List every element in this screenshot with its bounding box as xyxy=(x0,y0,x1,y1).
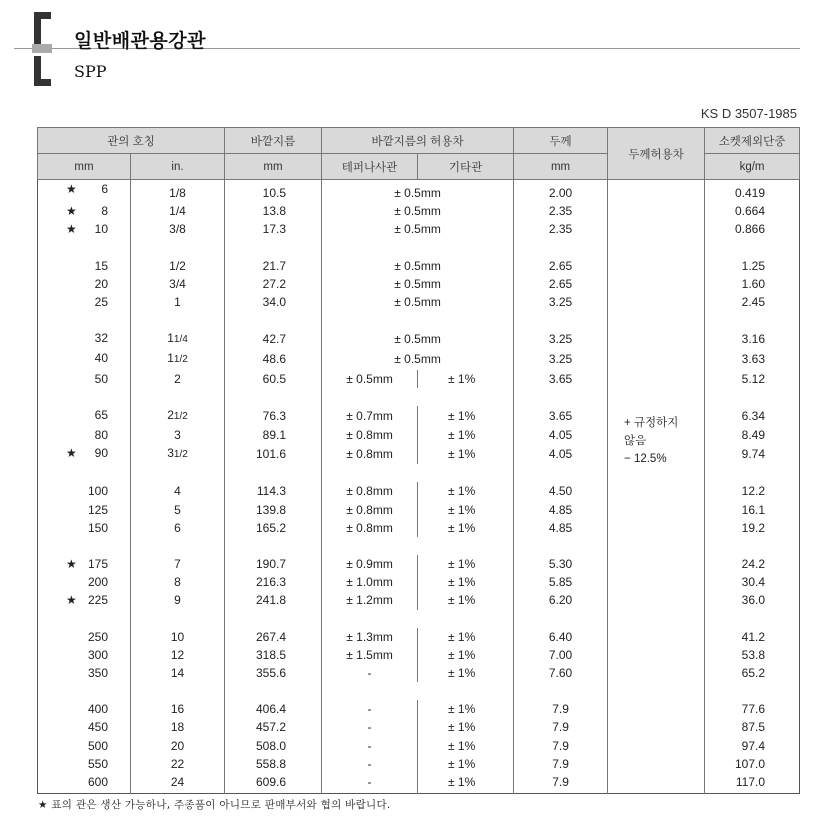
cell-nominal-mm xyxy=(38,444,131,464)
cell-outer-diameter: 60.5 xyxy=(225,370,322,388)
nominal-mm-value: 90 xyxy=(94,446,108,461)
cell-nominal-in: 4 xyxy=(131,482,225,500)
cell-outer-diameter: 139.8 xyxy=(225,501,322,519)
nominal-mm-value: 350 xyxy=(87,666,108,681)
cell-nominal-in: 8 xyxy=(131,573,225,591)
cell-outer-diameter xyxy=(225,464,322,482)
spec-table xyxy=(37,127,800,794)
cell-taper-tolerance xyxy=(322,537,418,555)
cell-outer-diameter: 10.5 xyxy=(225,180,322,203)
cell-od-tolerance: ± 0.5mm xyxy=(322,275,514,293)
cell-taper-tolerance: ± 0.8mm xyxy=(322,501,418,519)
cell-thickness xyxy=(514,464,608,482)
inch-whole: 1 xyxy=(167,351,174,366)
inch-fraction: 1/2 xyxy=(173,449,188,461)
cell-weight: 2.45 xyxy=(705,293,800,311)
cell-outer-diameter: 48.6 xyxy=(225,349,322,369)
cell-weight: 6.34 xyxy=(705,406,800,426)
nominal-mm-value: 300 xyxy=(87,647,108,662)
cell-thickness: 2.65 xyxy=(514,257,608,275)
cell-nominal-mm xyxy=(38,555,131,573)
cell-nominal-in: 1/4 xyxy=(131,202,225,220)
cell-taper-tolerance: ± 0.9mm xyxy=(322,555,418,573)
cell-taper-tolerance: - xyxy=(322,700,418,718)
cell-nominal-in: 6 xyxy=(131,519,225,537)
cell-thickness xyxy=(514,537,608,555)
cell-outer-diameter: 355.6 xyxy=(225,664,322,682)
cell-nominal-mm xyxy=(38,426,131,444)
cell-weight: 12.2 xyxy=(705,482,800,500)
header-od-tolerance: 바깥지름의 허용차 xyxy=(322,128,514,154)
cell-thickness xyxy=(514,610,608,628)
cell-nominal-mm xyxy=(38,718,131,736)
cell-nominal-in xyxy=(131,349,225,369)
cell-nominal-in xyxy=(131,444,225,464)
cell-weight xyxy=(705,464,800,482)
cell-other-tolerance: ± 1% xyxy=(418,482,514,500)
cell-thickness: 7.9 xyxy=(514,718,608,736)
cell-weight: 41.2 xyxy=(705,628,800,646)
cell-weight: 77.6 xyxy=(705,700,800,718)
cell-thickness: 7.9 xyxy=(514,773,608,794)
cell-od-tolerance: ± 0.5mm xyxy=(322,257,514,275)
cell-weight xyxy=(705,537,800,555)
cell-nominal-in xyxy=(131,329,225,349)
cell-outer-diameter: 406.4 xyxy=(225,700,322,718)
cell-nominal-mm xyxy=(38,239,131,257)
table-body xyxy=(38,180,800,794)
cell-other-tolerance xyxy=(418,388,514,406)
cell-weight: 97.4 xyxy=(705,737,800,755)
star-icon: ★ xyxy=(66,557,77,572)
cell-od-tolerance: ± 0.5mm xyxy=(322,349,514,369)
cell-nominal-mm xyxy=(38,388,131,406)
thickness-tolerance-line: 않음 xyxy=(624,435,647,447)
cell-weight: 1.60 xyxy=(705,275,800,293)
nominal-mm-value: 10 xyxy=(94,222,108,237)
cell-taper-tolerance xyxy=(322,610,418,628)
cell-weight xyxy=(705,311,800,329)
cell-outer-diameter xyxy=(225,311,322,329)
cell-outer-diameter: 165.2 xyxy=(225,519,322,537)
cell-thickness: 4.85 xyxy=(514,501,608,519)
cell-nominal-mm xyxy=(38,275,131,293)
cell-thickness: 3.65 xyxy=(514,406,608,426)
cell-nominal-in: 10 xyxy=(131,628,225,646)
cell-nominal-mm xyxy=(38,370,131,388)
bracket-top-horizontal xyxy=(34,12,51,19)
header-unit-weight: kg/m xyxy=(705,154,800,180)
cell-outer-diameter: 27.2 xyxy=(225,275,322,293)
cell-nominal-in xyxy=(131,610,225,628)
table-header xyxy=(38,128,800,180)
cell-other-tolerance: ± 1% xyxy=(418,646,514,664)
cell-nominal-mm xyxy=(38,773,131,794)
cell-taper-tolerance: ± 0.5mm xyxy=(322,370,418,388)
cell-thickness: 4.85 xyxy=(514,519,608,537)
cell-outer-diameter xyxy=(225,239,322,257)
cell-other-tolerance: ± 1% xyxy=(418,370,514,388)
cell-thickness: 3.25 xyxy=(514,329,608,349)
cell-nominal-in xyxy=(131,682,225,700)
cell-other-tolerance: ± 1% xyxy=(418,773,514,794)
cell-weight: 30.4 xyxy=(705,573,800,591)
cell-thickness: 2.65 xyxy=(514,275,608,293)
cell-weight: 9.74 xyxy=(705,444,800,464)
cell-taper-tolerance: ± 0.8mm xyxy=(322,482,418,500)
cell-taper-tolerance xyxy=(322,388,418,406)
cell-outer-diameter: 42.7 xyxy=(225,329,322,349)
nominal-mm-value: 65 xyxy=(94,407,108,422)
cell-nominal-in: 22 xyxy=(131,755,225,773)
cell-other-tolerance: ± 1% xyxy=(418,519,514,537)
cell-nominal-mm xyxy=(38,349,131,369)
cell-outer-diameter: 114.3 xyxy=(225,482,322,500)
cell-taper-tolerance: - xyxy=(322,664,418,682)
inch-whole: 1 xyxy=(167,331,174,346)
nominal-mm-value: 6 xyxy=(101,182,108,196)
cell-weight: 0.866 xyxy=(705,220,800,238)
cell-od-tolerance: ± 0.5mm xyxy=(322,180,514,203)
cell-other-tolerance xyxy=(418,610,514,628)
cell-taper-tolerance xyxy=(322,239,418,257)
cell-taper-tolerance xyxy=(322,682,418,700)
cell-outer-diameter: 13.8 xyxy=(225,202,322,220)
cell-weight: 36.0 xyxy=(705,591,800,609)
cell-od-tolerance: ± 0.5mm xyxy=(322,329,514,349)
cell-weight xyxy=(705,388,800,406)
cell-other-tolerance: ± 1% xyxy=(418,444,514,464)
cell-nominal-mm xyxy=(38,329,131,349)
cell-nominal-in: 20 xyxy=(131,737,225,755)
cell-nominal-in xyxy=(131,239,225,257)
cell-nominal-mm xyxy=(38,646,131,664)
cell-nominal-mm xyxy=(38,257,131,275)
nominal-mm-value: 225 xyxy=(87,593,108,608)
nominal-mm-value: 150 xyxy=(87,520,108,535)
cell-weight xyxy=(705,610,800,628)
cell-thickness xyxy=(514,311,608,329)
cell-taper-tolerance: ± 1.0mm xyxy=(322,573,418,591)
cell-nominal-mm xyxy=(38,573,131,591)
nominal-mm-value: 175 xyxy=(87,557,108,572)
cell-taper-tolerance: - xyxy=(322,737,418,755)
nominal-mm-value: 20 xyxy=(94,276,108,291)
cell-taper-tolerance: - xyxy=(322,718,418,736)
nominal-mm-value: 40 xyxy=(94,351,108,366)
cell-taper-tolerance: ± 0.7mm xyxy=(322,406,418,426)
cell-nominal-in xyxy=(131,537,225,555)
cell-other-tolerance: ± 1% xyxy=(418,573,514,591)
cell-other-tolerance: ± 1% xyxy=(418,501,514,519)
cell-nominal-mm xyxy=(38,591,131,609)
cell-nominal-in xyxy=(131,388,225,406)
cell-nominal-mm xyxy=(38,664,131,682)
cell-other-tolerance: ± 1% xyxy=(418,406,514,426)
cell-weight: 19.2 xyxy=(705,519,800,537)
table-row xyxy=(38,180,800,203)
cell-nominal-mm xyxy=(38,202,131,220)
cell-weight: 16.1 xyxy=(705,501,800,519)
header-nominal: 관의 호칭 xyxy=(38,128,225,154)
nominal-mm-value: 8 xyxy=(101,204,108,219)
nominal-mm-value: 80 xyxy=(94,428,108,443)
nominal-mm-value: 450 xyxy=(87,720,108,735)
cell-other-tolerance: ± 1% xyxy=(418,700,514,718)
cell-thickness: 4.05 xyxy=(514,444,608,464)
cell-outer-diameter: 190.7 xyxy=(225,555,322,573)
bracket-bottom-horizontal xyxy=(34,79,51,86)
cell-taper-tolerance: - xyxy=(322,755,418,773)
standard-code: KS D 3507-1985 xyxy=(700,106,797,121)
cell-other-tolerance xyxy=(418,311,514,329)
cell-thickness-tolerance xyxy=(608,180,705,794)
cell-weight: 107.0 xyxy=(705,755,800,773)
cell-taper-tolerance: ± 0.8mm xyxy=(322,444,418,464)
nominal-mm-value: 600 xyxy=(87,775,108,790)
cell-outer-diameter xyxy=(225,610,322,628)
cell-nominal-in xyxy=(131,311,225,329)
cell-weight: 117.0 xyxy=(705,773,800,794)
cell-outer-diameter: 216.3 xyxy=(225,573,322,591)
header-thickness: 두께 xyxy=(514,128,608,154)
cell-outer-diameter: 318.5 xyxy=(225,646,322,664)
nominal-mm-value: 100 xyxy=(87,484,108,499)
cell-nominal-mm xyxy=(38,755,131,773)
cell-od-tolerance: ± 0.5mm xyxy=(322,293,514,311)
cell-outer-diameter: 17.3 xyxy=(225,220,322,238)
header-unit-mm: mm xyxy=(38,154,131,180)
nominal-mm-value: 15 xyxy=(94,258,108,273)
cell-nominal-in: 3 xyxy=(131,426,225,444)
inch-whole: 2 xyxy=(167,407,174,422)
cell-thickness: 4.05 xyxy=(514,426,608,444)
header-unit-od: mm xyxy=(225,154,322,180)
page-subtitle: SPP xyxy=(74,62,107,81)
cell-thickness: 7.60 xyxy=(514,664,608,682)
cell-thickness: 6.40 xyxy=(514,628,608,646)
cell-thickness: 5.85 xyxy=(514,573,608,591)
cell-taper-tolerance: ± 1.3mm xyxy=(322,628,418,646)
cell-outer-diameter xyxy=(225,388,322,406)
cell-taper-tolerance: - xyxy=(322,773,418,794)
cell-thickness xyxy=(514,239,608,257)
cell-weight: 87.5 xyxy=(705,718,800,736)
cell-nominal-mm xyxy=(38,464,131,482)
cell-outer-diameter: 21.7 xyxy=(225,257,322,275)
header-unit-thickness: mm xyxy=(514,154,608,180)
page-title: 일반배관용강관 xyxy=(74,30,206,52)
header-other-pipe: 기타관 xyxy=(418,154,514,180)
cell-outer-diameter: 558.8 xyxy=(225,755,322,773)
cell-nominal-mm xyxy=(38,737,131,755)
nominal-mm-value: 550 xyxy=(87,756,108,771)
cell-other-tolerance: ± 1% xyxy=(418,755,514,773)
cell-outer-diameter: 267.4 xyxy=(225,628,322,646)
cell-weight: 8.49 xyxy=(705,426,800,444)
cell-nominal-in: 7 xyxy=(131,555,225,573)
cell-outer-diameter: 241.8 xyxy=(225,591,322,609)
cell-nominal-in: 3/4 xyxy=(131,275,225,293)
cell-nominal-mm xyxy=(38,293,131,311)
cell-outer-diameter: 101.6 xyxy=(225,444,322,464)
cell-weight: 53.8 xyxy=(705,646,800,664)
cell-other-tolerance: ± 1% xyxy=(418,555,514,573)
cell-od-tolerance: ± 0.5mm xyxy=(322,202,514,220)
cell-other-tolerance xyxy=(418,239,514,257)
header-od: 바깥지름 xyxy=(225,128,322,154)
header-thickness-tolerance: 두께허용차 xyxy=(608,128,705,180)
cell-other-tolerance: ± 1% xyxy=(418,628,514,646)
cell-nominal-in: 14 xyxy=(131,664,225,682)
cell-thickness xyxy=(514,682,608,700)
cell-weight: 24.2 xyxy=(705,555,800,573)
cell-outer-diameter xyxy=(225,682,322,700)
cell-nominal-in: 1/2 xyxy=(131,257,225,275)
nominal-mm-value: 500 xyxy=(87,738,108,753)
cell-outer-diameter: 76.3 xyxy=(225,406,322,426)
star-icon: ★ xyxy=(66,204,77,219)
cell-other-tolerance: ± 1% xyxy=(418,664,514,682)
cell-nominal-mm xyxy=(38,501,131,519)
cell-nominal-in: 1 xyxy=(131,293,225,311)
footnote: ★ 표의 관은 생산 가능하나, 주종품이 아니므로 판매부서와 협의 바랍니다. xyxy=(38,799,391,811)
cell-thickness: 7.9 xyxy=(514,700,608,718)
cell-nominal-mm xyxy=(38,482,131,500)
cell-weight: 1.25 xyxy=(705,257,800,275)
cell-other-tolerance xyxy=(418,537,514,555)
star-icon: ★ xyxy=(66,222,77,237)
cell-outer-diameter: 508.0 xyxy=(225,737,322,755)
cell-outer-diameter xyxy=(225,537,322,555)
cell-weight xyxy=(705,682,800,700)
cell-weight: 3.63 xyxy=(705,349,800,369)
nominal-mm-value: 32 xyxy=(94,331,108,346)
nominal-mm-value: 125 xyxy=(87,502,108,517)
cell-other-tolerance: ± 1% xyxy=(418,591,514,609)
cell-thickness: 7.9 xyxy=(514,755,608,773)
cell-nominal-mm xyxy=(38,537,131,555)
cell-outer-diameter: 89.1 xyxy=(225,426,322,444)
cell-nominal-mm xyxy=(38,220,131,238)
cell-nominal-mm xyxy=(38,519,131,537)
cell-taper-tolerance: ± 0.8mm xyxy=(322,519,418,537)
star-icon: ★ xyxy=(66,593,77,608)
nominal-mm-value: 25 xyxy=(94,295,108,310)
nominal-mm-value: 400 xyxy=(87,702,108,717)
cell-weight: 0.419 xyxy=(705,180,800,203)
cell-outer-diameter: 609.6 xyxy=(225,773,322,794)
inch-fraction: 1/2 xyxy=(173,354,188,366)
cell-taper-tolerance: ± 0.8mm xyxy=(322,426,418,444)
cell-nominal-in xyxy=(131,464,225,482)
thickness-tolerance-line: + 규정하지 xyxy=(624,417,679,429)
cell-weight xyxy=(705,239,800,257)
cell-nominal-mm xyxy=(38,628,131,646)
cell-nominal-mm xyxy=(38,180,131,203)
header-taper-pipe: 테퍼나사관 xyxy=(322,154,418,180)
cell-thickness: 2.35 xyxy=(514,202,608,220)
cell-taper-tolerance xyxy=(322,464,418,482)
cell-other-tolerance: ± 1% xyxy=(418,718,514,736)
inch-fraction: 1/4 xyxy=(173,334,188,346)
cell-nominal-mm xyxy=(38,700,131,718)
cell-thickness: 3.65 xyxy=(514,370,608,388)
cell-thickness: 3.25 xyxy=(514,349,608,369)
nominal-mm-value: 50 xyxy=(94,371,108,386)
cell-thickness: 6.20 xyxy=(514,591,608,609)
thickness-tolerance-note xyxy=(624,414,678,468)
cell-weight: 0.664 xyxy=(705,202,800,220)
cell-nominal-mm xyxy=(38,682,131,700)
spec-table-wrapper xyxy=(37,127,799,794)
cell-taper-tolerance xyxy=(322,311,418,329)
cell-outer-diameter: 457.2 xyxy=(225,718,322,736)
cell-nominal-in: 3/8 xyxy=(131,220,225,238)
cell-other-tolerance xyxy=(418,682,514,700)
cell-nominal-in: 5 xyxy=(131,501,225,519)
nominal-mm-value: 200 xyxy=(87,575,108,590)
header-rule-block xyxy=(32,44,52,53)
thickness-tolerance-line: − 12.5% xyxy=(624,453,667,465)
nominal-mm-value: 250 xyxy=(87,629,108,644)
cell-thickness: 7.00 xyxy=(514,646,608,664)
cell-nominal-in: 1/8 xyxy=(131,180,225,203)
cell-nominal-in: 16 xyxy=(131,700,225,718)
header-weight: 소켓제외단중 xyxy=(705,128,800,154)
inch-whole: 3 xyxy=(167,446,174,461)
cell-taper-tolerance: ± 1.2mm xyxy=(322,591,418,609)
cell-thickness xyxy=(514,388,608,406)
cell-nominal-mm xyxy=(38,311,131,329)
cell-thickness: 2.35 xyxy=(514,220,608,238)
cell-nominal-in: 2 xyxy=(131,370,225,388)
cell-weight: 5.12 xyxy=(705,370,800,388)
cell-od-tolerance: ± 0.5mm xyxy=(322,220,514,238)
cell-thickness: 5.30 xyxy=(514,555,608,573)
header-unit-in: in. xyxy=(131,154,225,180)
cell-thickness: 4.50 xyxy=(514,482,608,500)
star-icon: ★ xyxy=(66,182,77,196)
cell-other-tolerance: ± 1% xyxy=(418,426,514,444)
cell-weight: 65.2 xyxy=(705,664,800,682)
cell-weight: 3.16 xyxy=(705,329,800,349)
cell-other-tolerance: ± 1% xyxy=(418,737,514,755)
cell-nominal-in: 24 xyxy=(131,773,225,794)
inch-fraction: 1/2 xyxy=(173,410,188,422)
cell-nominal-mm xyxy=(38,406,131,426)
cell-nominal-in: 18 xyxy=(131,718,225,736)
cell-other-tolerance xyxy=(418,464,514,482)
cell-nominal-in: 9 xyxy=(131,591,225,609)
cell-thickness: 2.00 xyxy=(514,180,608,203)
star-icon: ★ xyxy=(66,446,77,461)
cell-thickness: 3.25 xyxy=(514,293,608,311)
cell-nominal-mm xyxy=(38,610,131,628)
cell-thickness: 7.9 xyxy=(514,737,608,755)
cell-outer-diameter: 34.0 xyxy=(225,293,322,311)
cell-nominal-in xyxy=(131,406,225,426)
cell-nominal-in: 12 xyxy=(131,646,225,664)
cell-taper-tolerance: ± 1.5mm xyxy=(322,646,418,664)
